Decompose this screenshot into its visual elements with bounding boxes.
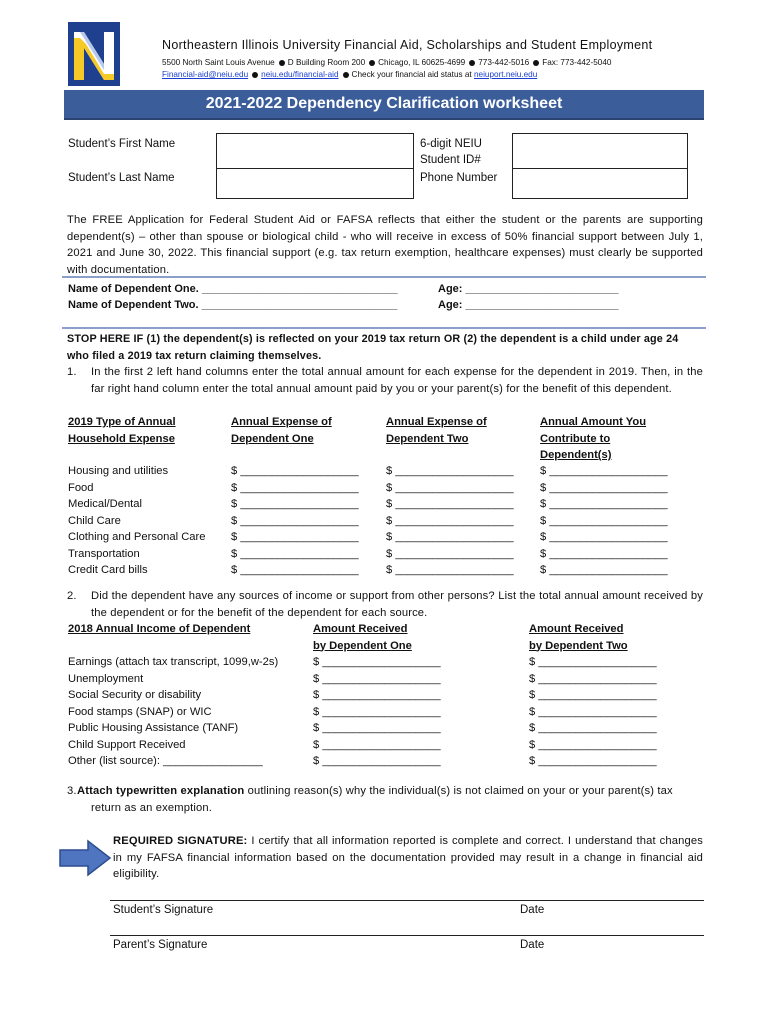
income-label: Unemployment xyxy=(68,672,144,685)
expense-label: Credit Card bills xyxy=(68,564,148,576)
header-room: D Building Room 200 xyxy=(287,58,366,67)
item1-col3-header: Annual Expense of Dependent Two xyxy=(386,416,487,445)
item2-col3-header: Amount Received by Dependent Two xyxy=(529,623,628,652)
bullet-icon xyxy=(279,60,285,66)
income-label: Earnings (attach tax transcript, 1099,w-2s) xyxy=(68,656,279,668)
item2-instructions: Did the dependent have any sources of income or support from other persons? List the total annual amount received by the dependent or for the benefit of the dependent for each source. xyxy=(91,590,703,619)
last-name-field[interactable] xyxy=(216,167,414,199)
first-name-field[interactable] xyxy=(216,133,414,169)
neiu-id-label-line1: 6-digit NEIU xyxy=(420,138,482,150)
portal-link[interactable]: neiuport.neiu.edu xyxy=(473,70,538,79)
header-title: Northeastern Illinois University Financial Aid, Scholarships and Student Employment xyxy=(162,38,653,52)
expense-label: Food xyxy=(68,481,94,494)
item1-dependent-two-amounts[interactable]: $ ___________________ $ ___________________ $ ___________________ $ ___________________ $ ___________________ $ ___________________ $ ___________________ xyxy=(386,465,514,576)
divider xyxy=(62,276,706,278)
signature-line xyxy=(110,900,704,901)
item1-instructions: In the first 2 left hand columns enter the total annual amount for each expense for the dependent in 2019. Then, in the far right hand column enter the total annual amount paid by you or your parent(s) for the benefit of this dependent. xyxy=(91,366,703,395)
item2-dependent-one-amounts[interactable]: $ ___________________ $ ___________________ $ ___________________ $ ___________________ $ ___________________ $ ___________________ $ ___________________ xyxy=(313,656,441,767)
item1-dependent-one-amounts[interactable]: $ ___________________ $ ___________________ $ ___________________ $ ___________________ $ ___________________ $ ___________________ $ ___________________ xyxy=(231,465,359,576)
arrow-right-icon xyxy=(58,838,112,878)
header-contact-line xyxy=(162,58,611,67)
neiu-logo xyxy=(64,18,124,90)
dependent-two-age[interactable]: Age: _________________________ xyxy=(438,299,619,311)
income-label: Child Support Received xyxy=(68,738,186,751)
header-city: Chicago, IL 60625-4699 xyxy=(378,58,466,67)
bullet-icon xyxy=(369,60,375,66)
item1-col1-header: 2019 Type of Annual Household Expense xyxy=(68,416,176,445)
item2-income-labels xyxy=(68,654,278,770)
worksheet-title-banner: 2021-2022 Dependency Clarification worksheet xyxy=(64,90,704,118)
signature-line xyxy=(110,935,704,936)
certification-statement: REQUIRED SIGNATURE: I certify that all information reported is complete and correct. I understand that changes in my FAFSA financial information based on the documentation provided may result in a change in financial aid eligibility. xyxy=(113,835,703,881)
neiu-id-field[interactable] xyxy=(512,133,688,169)
phone-label: Phone Number xyxy=(420,172,498,184)
header-fax: Fax: 773-442-5040 xyxy=(542,58,612,67)
expense-label: Medical/Dental xyxy=(68,498,142,510)
item1-number: 1. xyxy=(67,366,77,378)
item3-number: 3. xyxy=(67,785,77,797)
header-phone: 773-442-5016 xyxy=(478,58,530,67)
email-link[interactable]: Financial-aid@neiu.edu xyxy=(162,70,249,79)
item2-dependent-two-amounts[interactable]: $ ___________________ $ ___________________ $ ___________________ $ ___________________ $ ___________________ $ ___________________ $ ___________________ xyxy=(529,656,657,767)
item1-expense-labels xyxy=(68,463,205,579)
item2-col2-header: Amount Received by Dependent One xyxy=(313,623,412,652)
item2-number: 2. xyxy=(67,590,77,602)
bullet-icon xyxy=(533,60,539,66)
intro-paragraph: The FREE Application for Federal Student Aid or FAFSA reflects that either the student or the parents are supporting dependent(s) – other than spouse or biological child - who will receive in excess of 50% financial support between July 1, 2021 and June 30, 2022. This financial support (e.g. tax return exemption, healthcare expenses) must clearly be supported with documentation. xyxy=(67,214,703,276)
dependent-two-name[interactable]: Name of Dependent Two. ________________________________ xyxy=(68,299,398,311)
neiu-id-label-line2: Student ID# xyxy=(420,154,481,166)
dependent-one-age[interactable]: Age: _________________________ xyxy=(438,283,619,295)
expense-label: Transportation xyxy=(68,547,140,560)
bullet-icon xyxy=(343,72,349,78)
last-name-label: Student’s Last Name xyxy=(68,172,175,184)
bullet-icon xyxy=(252,72,258,78)
expense-label: Child Care xyxy=(68,514,121,527)
item1-col2-header: Annual Expense of Dependent One xyxy=(231,416,332,445)
parent-signature-label[interactable]: Parent’s Signature xyxy=(113,939,208,951)
parent-date-label[interactable]: Date xyxy=(520,939,545,951)
item1-contribution-amounts[interactable]: $ ___________________ $ ___________________ $ ___________________ $ ___________________ $ ___________________ $ ___________________ $ ___________________ xyxy=(540,465,668,576)
income-label: Food stamps (SNAP) or WIC xyxy=(68,705,212,718)
item3-text: Attach typewritten explanation outlining reason(s) why the individual(s) is not claimed on your or your parent(s) tax return as an exemption. xyxy=(77,785,673,814)
divider xyxy=(62,327,706,329)
header-address: 5500 North Saint Louis Avenue xyxy=(162,58,275,67)
website-link[interactable]: neiu.edu/financial-aid xyxy=(261,70,339,79)
income-label: Other (list source): ________________ xyxy=(68,755,263,767)
stop-notice: STOP HERE IF (1) the dependent(s) is reflected on your 2019 tax return OR (2) the dependent is a child under age 24 who filed a 2019 tax return claiming themselves. xyxy=(67,333,679,362)
header-links-line xyxy=(162,70,537,79)
expense-label: Housing and utilities xyxy=(68,465,169,477)
student-signature-label[interactable]: Student’s Signature xyxy=(113,904,214,916)
first-name-label: Student’s First Name xyxy=(68,138,176,150)
income-label: Social Security or disability xyxy=(68,689,202,701)
phone-field[interactable] xyxy=(512,167,688,199)
dependent-one-name[interactable]: Name of Dependent One. ________________________________ xyxy=(68,283,398,295)
income-label: Public Housing Assistance (TANF) xyxy=(68,722,239,734)
item2-col1-header: 2018 Annual Income of Dependent xyxy=(68,623,251,635)
expense-label: Clothing and Personal Care xyxy=(68,531,206,543)
bullet-icon xyxy=(469,60,475,66)
item1-col4-header: Annual Amount You Contribute to Dependent(s) xyxy=(540,416,647,461)
student-date-label[interactable]: Date xyxy=(520,904,545,916)
status-text: Check your financial aid status at xyxy=(351,70,472,79)
